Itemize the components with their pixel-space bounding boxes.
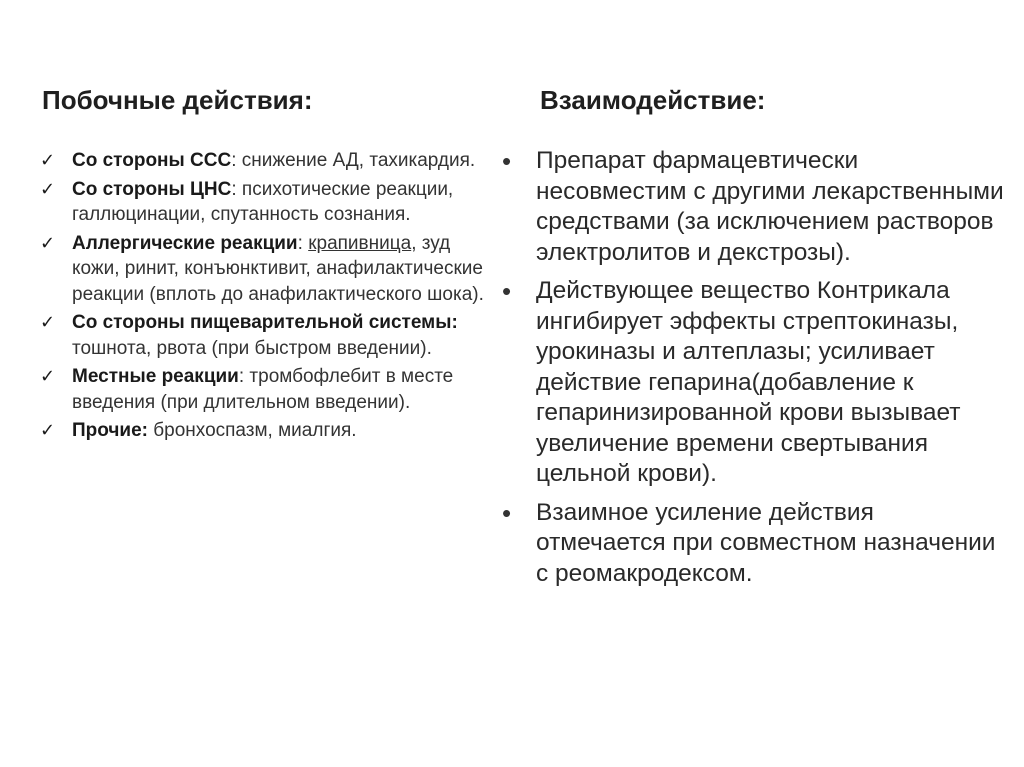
- list-item: [38, 310, 498, 361]
- item-text: Взаимное усиление действия отмечается при совместном назначении с реомакродексом.: [536, 498, 996, 587]
- list-item: [38, 364, 498, 415]
- item-sep: :: [231, 178, 242, 200]
- side-effects-heading: Побочные действия:: [42, 85, 313, 115]
- bullet-dot-icon: •: [502, 146, 512, 176]
- list-item: [498, 146, 1008, 268]
- bullet-dot-icon: •: [502, 276, 512, 306]
- interaction-list: [498, 146, 1008, 597]
- item-text: психотические реакции, галлюцинации, спутанность сознания.: [72, 178, 454, 225]
- item-text: , зуд кожи, ринит, конъюнктивит, анафилактические реакции (вплоть до анафилактического шока).: [72, 232, 484, 305]
- item-text: Препарат фармацевтически несовместим с другими лекарственными средствами (за исключением растворов электролитов и декстрозы).: [536, 147, 1004, 266]
- item-sep: :: [297, 232, 309, 254]
- side-effects-list: [38, 148, 498, 447]
- checkmark-icon: ✓: [40, 366, 56, 386]
- bullet-dot-icon: •: [502, 497, 512, 528]
- checkmark-icon: ✓: [40, 232, 56, 253]
- list-item: [38, 231, 498, 308]
- list-item: [38, 418, 498, 444]
- item-text: Действующее вещество Контрикала ингибирует эффекты стрептокиназы, урокиназы и алтеплазы; усиливает действие гепарина(добавление к гепаринизированной крови вызывает увеличение времени свертывания цельной крови).: [536, 277, 961, 487]
- item-sep: :: [238, 366, 250, 387]
- list-item: [38, 148, 498, 174]
- item-text: бронхоспазм, миалгия.: [153, 420, 357, 441]
- item-category: Местные реакции: [72, 366, 239, 387]
- item-category: Со стороны пищеварительной системы:: [72, 312, 458, 333]
- item-text: тромбофлебит в месте введения (при длительном введении).: [72, 366, 454, 413]
- checkmark-icon: ✓: [40, 178, 56, 199]
- checkmark-icon: ✓: [40, 312, 56, 332]
- list-item: [498, 276, 1008, 490]
- item-category: Со стороны ЦНС: [72, 178, 232, 200]
- item-sep: :: [231, 150, 242, 171]
- item-text: снижение АД, тахикардия.: [241, 150, 476, 171]
- checkmark-icon: ✓: [40, 420, 56, 440]
- item-category: Аллергические реакции: [72, 232, 298, 254]
- list-item: [38, 177, 498, 228]
- item-link-text: крапивница: [308, 232, 412, 254]
- item-category: Со стороны ССС: [72, 150, 232, 171]
- item-text: тошнота, рвота (при быстром введении).: [72, 337, 432, 359]
- checkmark-icon: ✓: [40, 150, 56, 170]
- item-category: Прочие:: [72, 420, 148, 441]
- list-item: [498, 498, 1008, 590]
- interaction-heading: Взаимодействие:: [540, 85, 766, 115]
